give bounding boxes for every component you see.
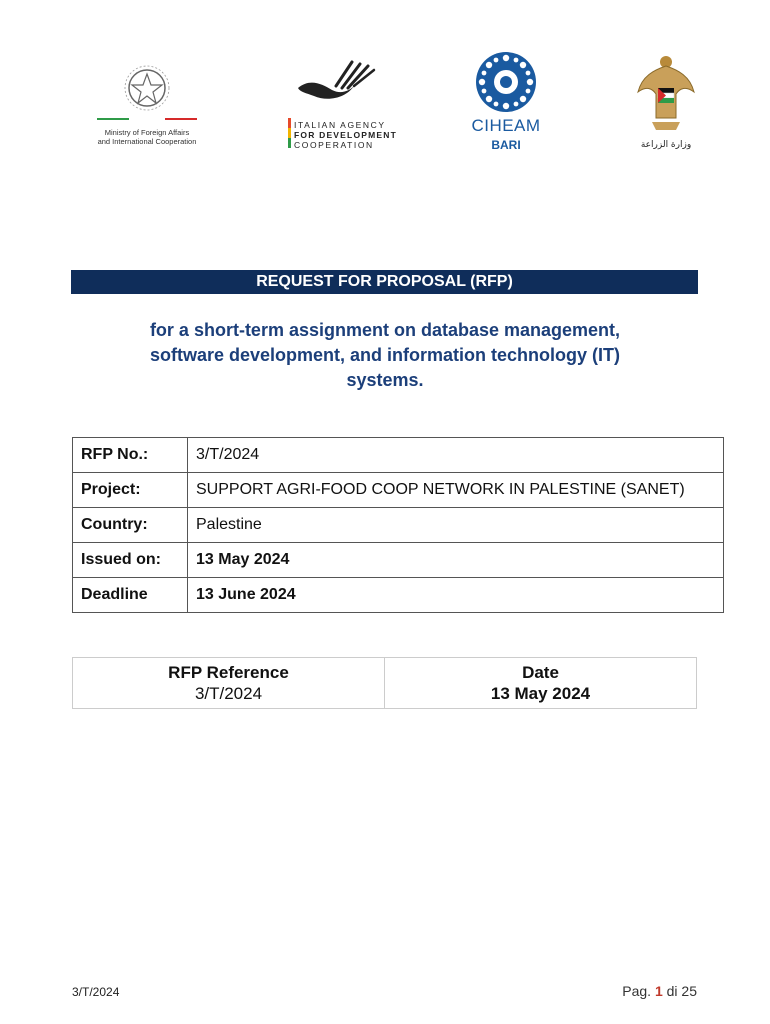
subtitle-line1: for a short-term assignment on database management, [149, 320, 621, 340]
date-value: 13 May 2024 [490, 684, 591, 703]
row-value: 3/T/2024 [188, 438, 724, 473]
row-value: 13 May 2024 [188, 543, 724, 578]
table-row [73, 473, 724, 508]
table-row [73, 438, 724, 473]
mofa-logo [92, 64, 202, 148]
ref-value: 3/T/2024 [194, 684, 263, 703]
table-row [73, 578, 724, 613]
aics-logo [288, 58, 400, 150]
table-row [73, 508, 724, 543]
dove-icon [288, 58, 400, 114]
subtitle-line3: systems. [346, 370, 424, 390]
table-row [73, 658, 697, 709]
rfp-subtitle [80, 318, 690, 393]
row-label: RFP No.: [73, 438, 188, 473]
page-number [622, 983, 697, 999]
ciheam-subtitle: BARI [491, 138, 521, 152]
row-label: Issued on: [73, 543, 188, 578]
ciheam-emblem-icon [465, 52, 547, 114]
reference-cell [73, 658, 385, 709]
italian-emblem-icon [92, 64, 202, 124]
date-label: Date [522, 663, 559, 682]
row-label: Country: [73, 508, 188, 543]
ref-label: RFP Reference [168, 663, 289, 682]
page-current: 1 [654, 983, 663, 999]
page-prefix: Pag. [622, 983, 652, 999]
row-value: 13 June 2024 [188, 578, 724, 613]
mofa-line1: Ministry of Foreign Affairs [104, 128, 190, 137]
tricolor-bar [288, 118, 291, 148]
reference-table [72, 657, 697, 709]
eagle-emblem-icon [636, 52, 696, 136]
date-cell [385, 658, 697, 709]
footer-reference: 3/T/2024 [72, 985, 120, 999]
rfp-info-table [72, 437, 724, 613]
ciheam-title: CIHEAM [471, 116, 541, 135]
ministry-name: وزارة الزراعة [640, 140, 692, 150]
row-label: Deadline [73, 578, 188, 613]
page-suffix: di 25 [666, 983, 697, 999]
row-value: SUPPORT AGRI-FOOD COOP NETWORK IN PALESTINE (SANET) [188, 473, 724, 508]
aics-line2: FOR DEVELOPMENT [294, 130, 398, 140]
table-row [73, 543, 724, 578]
row-label: Project: [73, 473, 188, 508]
aics-line1: ITALIAN AGENCY [294, 120, 386, 130]
subtitle-line2: software development, and information technology (IT) [149, 345, 621, 365]
palestine-ministry-logo [636, 52, 696, 156]
row-value: Palestine [188, 508, 724, 543]
aics-line3: COOPERATION [294, 140, 374, 150]
mofa-line2: and International Cooperation [97, 137, 197, 146]
ciheam-logo [465, 52, 547, 152]
rfp-banner: REQUEST FOR PROPOSAL (RFP) [71, 270, 698, 294]
